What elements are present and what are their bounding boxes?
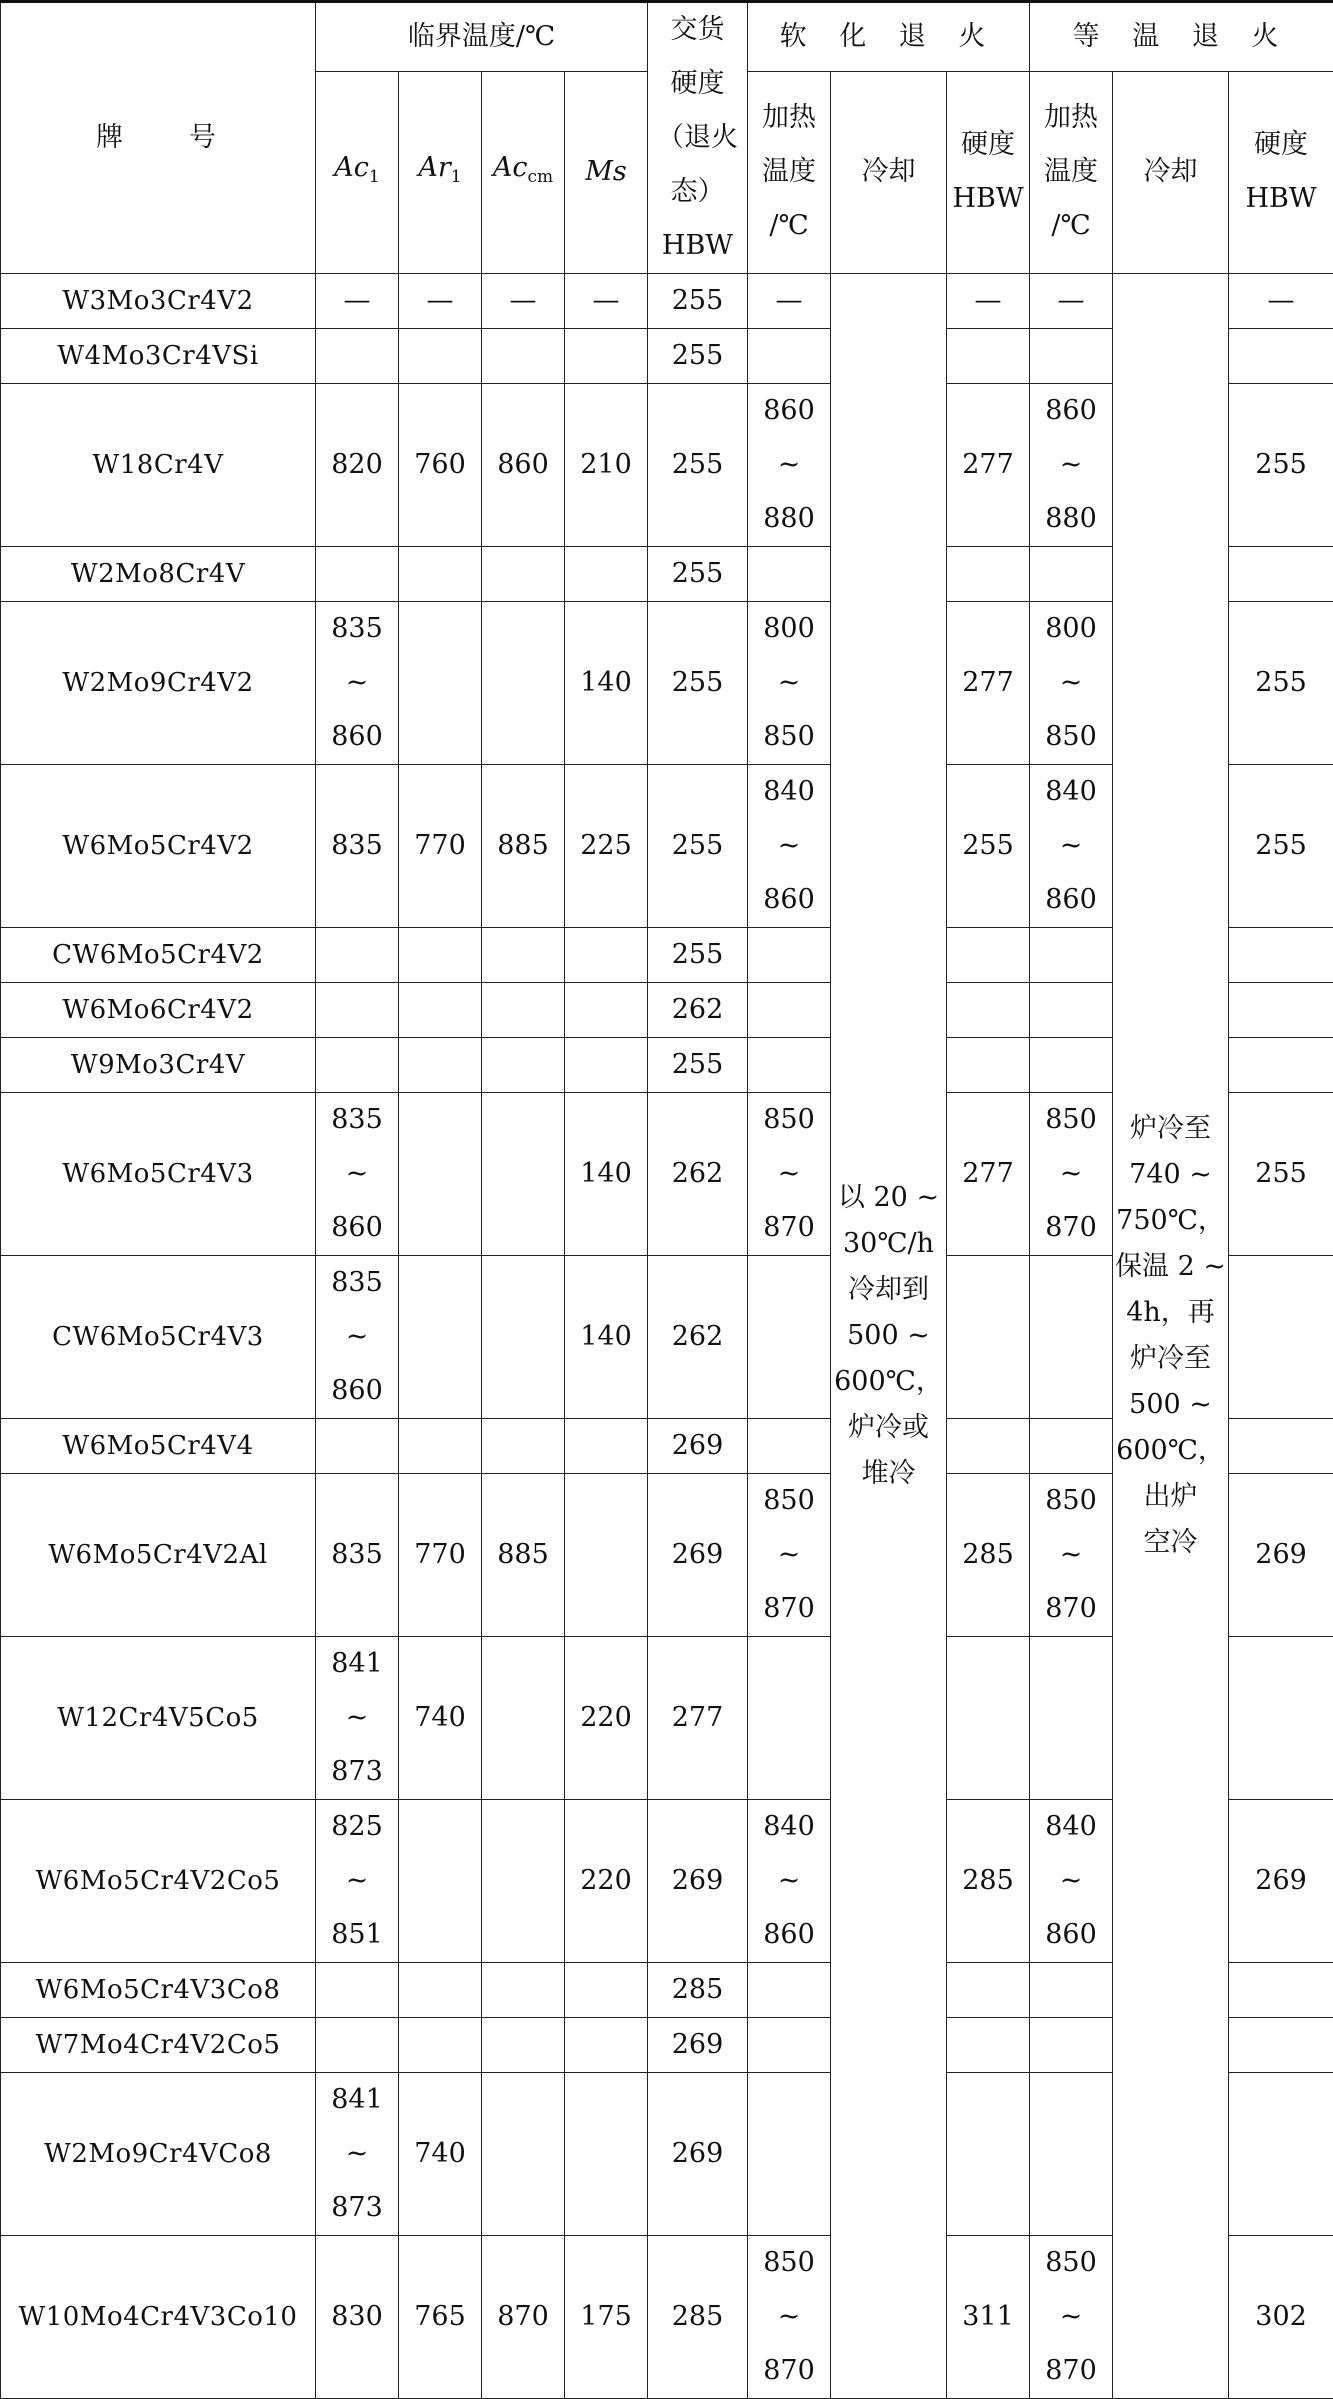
iso-hardness-cell: 269 xyxy=(1229,1800,1333,1963)
grade-cell: W6Mo5Cr4V3 xyxy=(1,1093,316,1256)
ac1-cell xyxy=(316,983,399,1038)
header-accm-text: Ac xyxy=(493,152,528,183)
header-soft-heat-temp: 加热 温度 /℃ xyxy=(748,71,831,273)
soft-heat-temp-cell: 850 ~ 870 xyxy=(748,1474,831,1637)
grade-cell: W3Mo3Cr4V2 xyxy=(1,274,316,329)
soft-hardness-cell xyxy=(947,1963,1030,2018)
delivery-hardness-cell: 269 xyxy=(648,1419,748,1474)
iso-hardness-cell xyxy=(1229,1038,1333,1093)
iso-heat-temp-cell xyxy=(1030,1419,1113,1474)
delivery-hardness-cell: 269 xyxy=(648,1474,748,1637)
accm-cell: 885 xyxy=(482,765,565,928)
accm-cell xyxy=(482,928,565,983)
grade-cell: W2Mo8Cr4V xyxy=(1,547,316,602)
soft-hardness-cell xyxy=(947,983,1030,1038)
ar1-cell xyxy=(399,547,482,602)
soft-hardness-cell xyxy=(947,1038,1030,1093)
accm-cell: 860 xyxy=(482,384,565,547)
accm-cell xyxy=(482,602,565,765)
header-soft-cooling: 冷却 xyxy=(831,71,947,273)
iso-hardness-cell xyxy=(1229,928,1333,983)
soft-heat-temp-cell xyxy=(748,1637,831,1800)
accm-cell xyxy=(482,1256,565,1419)
soft-hardness-cell xyxy=(947,2018,1030,2073)
soft-heat-temp-cell: 800 ~ 850 xyxy=(748,602,831,765)
iso-hardness-cell xyxy=(1229,983,1333,1038)
iso-hardness-cell xyxy=(1229,1637,1333,1800)
iso-hardness-cell xyxy=(1229,1419,1333,1474)
ms-cell xyxy=(565,983,648,1038)
ac1-cell xyxy=(316,329,399,384)
iso-hardness-cell xyxy=(1229,547,1333,602)
iso-hardness-cell: 269 xyxy=(1229,1474,1333,1637)
ms-cell: 210 xyxy=(565,384,648,547)
ac1-cell xyxy=(316,1963,399,2018)
iso-heat-temp-cell xyxy=(1030,983,1113,1038)
ac1-cell: 835 xyxy=(316,765,399,928)
ar1-cell: 770 xyxy=(399,1474,482,1637)
soft-heat-temp-cell: 840 ~ 860 xyxy=(748,1800,831,1963)
ac1-cell: 835 ~ 860 xyxy=(316,602,399,765)
soft-heat-temp-cell xyxy=(748,2073,831,2236)
ac1-cell xyxy=(316,547,399,602)
ac1-cell: 835 ~ 860 xyxy=(316,1093,399,1256)
iso-heat-temp-cell: 850 ~ 870 xyxy=(1030,2236,1113,2399)
soft-hardness-cell xyxy=(947,1256,1030,1419)
soft-cooling-cell: 以 20 ~ 30℃/h 冷却到 500 ~ 600℃， 炉冷或 堆冷 xyxy=(831,274,947,2399)
ac1-cell: 841 ~ 873 xyxy=(316,2073,399,2236)
ac1-cell: 835 xyxy=(316,1474,399,1637)
ac1-cell: — xyxy=(316,274,399,329)
header-isothermal-annealing: 等 温 退 火 xyxy=(1030,2,1333,72)
soft-heat-temp-cell: 860 ~ 880 xyxy=(748,384,831,547)
delivery-hardness-cell: 285 xyxy=(648,1963,748,2018)
ms-cell xyxy=(565,1963,648,2018)
iso-heat-temp-cell xyxy=(1030,2073,1113,2236)
soft-hardness-cell xyxy=(947,2073,1030,2236)
soft-heat-temp-cell: 840 ~ 860 xyxy=(748,765,831,928)
ms-cell xyxy=(565,2018,648,2073)
header-accm xyxy=(482,71,565,273)
accm-cell xyxy=(482,1963,565,2018)
iso-heat-temp-cell: — xyxy=(1030,274,1113,329)
ac1-cell xyxy=(316,1038,399,1093)
ms-cell xyxy=(565,1038,648,1093)
soft-heat-temp-cell xyxy=(748,329,831,384)
iso-heat-temp-cell xyxy=(1030,1256,1113,1419)
header-ms: Ms xyxy=(565,71,648,273)
iso-hardness-cell: 255 xyxy=(1229,1093,1333,1256)
ac1-cell: 820 xyxy=(316,384,399,547)
iso-hardness-cell xyxy=(1229,329,1333,384)
ar1-cell xyxy=(399,1419,482,1474)
accm-cell xyxy=(482,547,565,602)
ar1-cell xyxy=(399,983,482,1038)
delivery-hardness-cell: 255 xyxy=(648,928,748,983)
accm-cell xyxy=(482,1038,565,1093)
ar1-cell xyxy=(399,329,482,384)
ms-cell: 140 xyxy=(565,1093,648,1256)
ms-cell: 225 xyxy=(565,765,648,928)
ms-cell xyxy=(565,2073,648,2236)
ar1-cell xyxy=(399,1800,482,1963)
delivery-hardness-cell: 255 xyxy=(648,765,748,928)
iso-heat-temp-cell xyxy=(1030,547,1113,602)
grade-cell: W4Mo3Cr4VSi xyxy=(1,329,316,384)
grade-cell: W9Mo3Cr4V xyxy=(1,1038,316,1093)
delivery-hardness-cell: 269 xyxy=(648,1800,748,1963)
ar1-cell xyxy=(399,1256,482,1419)
soft-hardness-cell: 277 xyxy=(947,1093,1030,1256)
header-critical-temperature: 临界温度/℃ xyxy=(316,2,648,72)
soft-hardness-cell: 285 xyxy=(947,1800,1030,1963)
grade-cell: W6Mo5Cr4V2Al xyxy=(1,1474,316,1637)
grade-cell: W2Mo9Cr4VCo8 xyxy=(1,2073,316,2236)
delivery-hardness-cell: 255 xyxy=(648,547,748,602)
iso-heat-temp-cell: 850 ~ 870 xyxy=(1030,1474,1113,1637)
header-iso-cooling: 冷却 xyxy=(1113,71,1229,273)
soft-hardness-cell: 277 xyxy=(947,602,1030,765)
delivery-hardness-cell: 255 xyxy=(648,384,748,547)
ms-cell: — xyxy=(565,274,648,329)
grade-cell: W12Cr4V5Co5 xyxy=(1,1637,316,1800)
ac1-cell xyxy=(316,2018,399,2073)
ar1-cell xyxy=(399,602,482,765)
header-iso-heat-temp: 加热 温度 /℃ xyxy=(1030,71,1113,273)
accm-cell: 870 xyxy=(482,2236,565,2399)
delivery-hardness-cell: 285 xyxy=(648,2236,748,2399)
delivery-hardness-cell: 262 xyxy=(648,983,748,1038)
accm-cell xyxy=(482,1419,565,1474)
table-body xyxy=(1,2,1333,2399)
iso-hardness-cell: 255 xyxy=(1229,384,1333,547)
ac1-cell: 825 ~ 851 xyxy=(316,1800,399,1963)
grade-cell: CW6Mo5Cr4V3 xyxy=(1,1256,316,1419)
delivery-hardness-cell: 269 xyxy=(648,2073,748,2236)
iso-heat-temp-cell: 850 ~ 870 xyxy=(1030,1093,1113,1256)
delivery-hardness-cell: 262 xyxy=(648,1093,748,1256)
soft-hardness-cell: 277 xyxy=(947,384,1030,547)
soft-hardness-cell: 311 xyxy=(947,2236,1030,2399)
header-ac1 xyxy=(316,71,399,273)
ac1-cell: 841 ~ 873 xyxy=(316,1637,399,1800)
iso-heat-temp-cell: 840 ~ 860 xyxy=(1030,765,1113,928)
soft-heat-temp-cell xyxy=(748,1038,831,1093)
accm-cell xyxy=(482,1800,565,1963)
grade-cell: W6Mo5Cr4V2Co5 xyxy=(1,1800,316,1963)
soft-heat-temp-cell: — xyxy=(748,274,831,329)
iso-heat-temp-cell xyxy=(1030,1637,1113,1800)
grade-cell: W18Cr4V xyxy=(1,384,316,547)
delivery-hardness-cell: 255 xyxy=(648,1038,748,1093)
iso-heat-temp-cell: 860 ~ 880 xyxy=(1030,384,1113,547)
iso-hardness-cell xyxy=(1229,2073,1333,2236)
ar1-cell: 740 xyxy=(399,2073,482,2236)
soft-hardness-cell: — xyxy=(947,274,1030,329)
delivery-hardness-cell: 277 xyxy=(648,1637,748,1800)
ms-cell: 140 xyxy=(565,1256,648,1419)
header-ar1-sub: 1 xyxy=(451,167,462,187)
iso-heat-temp-cell: 840 ~ 860 xyxy=(1030,1800,1113,1963)
soft-hardness-cell: 255 xyxy=(947,765,1030,928)
delivery-hardness-cell: 255 xyxy=(648,329,748,384)
iso-cooling-cell: 炉冷至 740 ~ 750℃， 保温 2 ~ 4h，再 炉冷至 500 ~ 600℃， 出炉 空冷 xyxy=(1113,274,1229,2399)
ar1-cell xyxy=(399,2018,482,2073)
header-ar1 xyxy=(399,71,482,273)
accm-cell xyxy=(482,2018,565,2073)
ar1-cell xyxy=(399,1093,482,1256)
header-accm-sub: cm xyxy=(527,167,553,187)
table-row xyxy=(1,274,1333,329)
delivery-hardness-cell: 262 xyxy=(648,1256,748,1419)
grade-cell: W10Mo4Cr4V3Co10 xyxy=(1,2236,316,2399)
delivery-hardness-cell: 255 xyxy=(648,274,748,329)
ms-cell: 220 xyxy=(565,1637,648,1800)
iso-heat-temp-cell: 800 ~ 850 xyxy=(1030,602,1113,765)
ar1-cell xyxy=(399,1963,482,2018)
soft-heat-temp-cell xyxy=(748,1256,831,1419)
soft-heat-temp-cell xyxy=(748,547,831,602)
header-ac1-text: Ac xyxy=(334,152,369,183)
header-iso-hardness: 硬度 HBW xyxy=(1229,71,1333,273)
iso-hardness-cell: 255 xyxy=(1229,602,1333,765)
grade-cell: W6Mo5Cr4V3Co8 xyxy=(1,1963,316,2018)
ms-cell: 175 xyxy=(565,2236,648,2399)
accm-cell xyxy=(482,1093,565,1256)
accm-cell xyxy=(482,329,565,384)
iso-hardness-cell: 302 xyxy=(1229,2236,1333,2399)
grade-cell: W7Mo4Cr4V2Co5 xyxy=(1,2018,316,2073)
soft-heat-temp-cell xyxy=(748,1963,831,2018)
accm-cell xyxy=(482,2073,565,2236)
iso-heat-temp-cell xyxy=(1030,2018,1113,2073)
iso-hardness-cell xyxy=(1229,2018,1333,2073)
soft-hardness-cell xyxy=(947,547,1030,602)
iso-hardness-cell: — xyxy=(1229,274,1333,329)
ac1-cell xyxy=(316,928,399,983)
ar1-cell: 770 xyxy=(399,765,482,928)
grade-cell: W6Mo6Cr4V2 xyxy=(1,983,316,1038)
iso-heat-temp-cell xyxy=(1030,1963,1113,2018)
delivery-hardness-cell: 255 xyxy=(648,602,748,765)
ar1-cell: 760 xyxy=(399,384,482,547)
ms-cell: 140 xyxy=(565,602,648,765)
header-ac1-sub: 1 xyxy=(369,167,380,187)
iso-hardness-cell xyxy=(1229,1256,1333,1419)
ms-cell xyxy=(565,547,648,602)
ar1-cell xyxy=(399,1038,482,1093)
header-grade: 牌 号 xyxy=(1,2,316,274)
header-row-1 xyxy=(1,2,1333,72)
header-soft-annealing: 软 化 退 火 xyxy=(748,2,1030,72)
ar1-cell: — xyxy=(399,274,482,329)
accm-cell xyxy=(482,983,565,1038)
soft-heat-temp-cell xyxy=(748,928,831,983)
ar1-cell: 740 xyxy=(399,1637,482,1800)
ms-cell xyxy=(565,1474,648,1637)
ar1-cell: 765 xyxy=(399,2236,482,2399)
ms-cell xyxy=(565,329,648,384)
soft-heat-temp-cell xyxy=(748,983,831,1038)
iso-hardness-cell: 255 xyxy=(1229,765,1333,928)
soft-hardness-cell xyxy=(947,1637,1030,1800)
ac1-cell: 835 ~ 860 xyxy=(316,1256,399,1419)
header-soft-hardness: 硬度 HBW xyxy=(947,71,1030,273)
header-delivery-hardness: 交货 硬度 （退火 态） HBW xyxy=(648,2,748,274)
accm-cell: — xyxy=(482,274,565,329)
ms-cell: 220 xyxy=(565,1800,648,1963)
iso-hardness-cell xyxy=(1229,1963,1333,2018)
ar1-cell xyxy=(399,928,482,983)
soft-heat-temp-cell: 850 ~ 870 xyxy=(748,2236,831,2399)
soft-hardness-cell xyxy=(947,928,1030,983)
iso-heat-temp-cell xyxy=(1030,928,1113,983)
soft-hardness-cell xyxy=(947,329,1030,384)
iso-heat-temp-cell xyxy=(1030,1038,1113,1093)
grade-cell: CW6Mo5Cr4V2 xyxy=(1,928,316,983)
accm-cell xyxy=(482,1637,565,1800)
ac1-cell xyxy=(316,1419,399,1474)
grade-cell: W6Mo5Cr4V4 xyxy=(1,1419,316,1474)
ac1-cell: 830 xyxy=(316,2236,399,2399)
ms-cell xyxy=(565,928,648,983)
soft-hardness-cell: 285 xyxy=(947,1474,1030,1637)
ms-cell xyxy=(565,1419,648,1474)
accm-cell: 885 xyxy=(482,1474,565,1637)
soft-heat-temp-cell xyxy=(748,2018,831,2073)
grade-cell: W2Mo9Cr4V2 xyxy=(1,602,316,765)
grade-cell: W6Mo5Cr4V2 xyxy=(1,765,316,928)
header-ar1-text: Ar xyxy=(418,152,450,183)
soft-heat-temp-cell: 850 ~ 870 xyxy=(748,1093,831,1256)
iso-heat-temp-cell xyxy=(1030,329,1113,384)
delivery-hardness-cell: 269 xyxy=(648,2018,748,2073)
soft-hardness-cell xyxy=(947,1419,1030,1474)
soft-heat-temp-cell xyxy=(748,1419,831,1474)
